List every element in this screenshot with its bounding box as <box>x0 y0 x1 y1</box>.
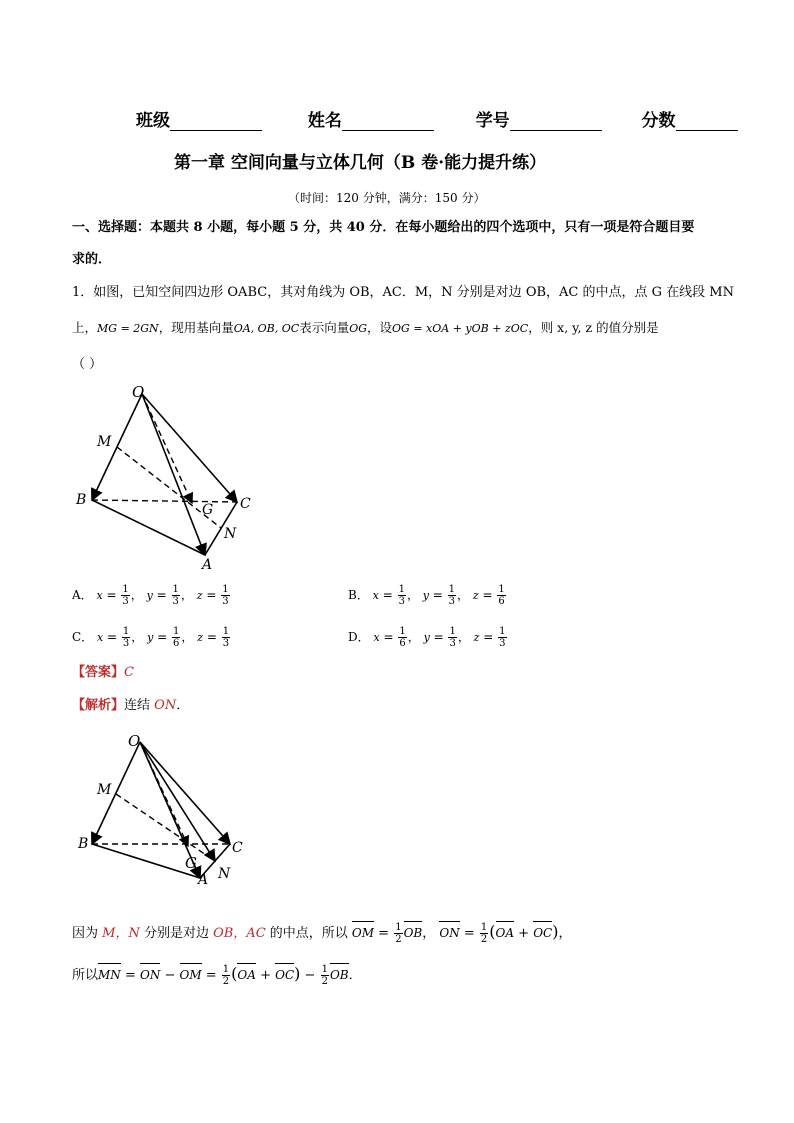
score-label: 分数 <box>641 111 676 131</box>
question-line-1: 1．如图，已知空间四边形 OABC，其对角线为 OB，AC．M，N 分别是对边 OB，AC 的中点，点 G 在线段 MN <box>72 285 734 300</box>
label-N: N <box>224 526 237 542</box>
class-blank <box>170 113 262 131</box>
label-O-2: O <box>128 732 141 750</box>
student-id-label: 学号 <box>475 111 510 131</box>
solution-line-2: 所以MN = ON − OM = $\frac{1}{2}$ (OA + OC) − $\frac{1}{2}$ OB． <box>72 964 362 987</box>
answer-line <box>72 663 134 683</box>
question-line-2: 上，MG = 2GN，现用基向量OA, OB, OC表示向量OG，设OG = xOA + yOB + zOC，则 x, y, z 的值分别是 <box>72 320 659 335</box>
page-title: 第一章 空间向量与立体几何（B 卷·能力提升练） <box>174 153 547 173</box>
student-info-header <box>136 106 738 131</box>
label-G-2: G <box>185 854 197 872</box>
answer-label: 【答案】 <box>72 665 125 680</box>
label-C: C <box>240 496 251 512</box>
option-b[interactable]: B． x = $\frac{1}{3}$ ， y = $\frac{1}{3}$ ， z = $\frac{1}{6}$ <box>348 584 505 607</box>
answer-paren: （ ） <box>72 357 103 372</box>
label-A: A <box>202 557 213 573</box>
score-blank <box>676 113 738 131</box>
label-O: O <box>132 383 145 401</box>
page-subtitle: （时间：120 分钟，满分：150 分） <box>288 191 486 205</box>
name-label: 姓名 <box>307 111 342 131</box>
target-vector: OG <box>349 322 368 335</box>
analysis-label: 【解析】 <box>72 698 125 713</box>
section-heading-cont: 求的． <box>72 252 112 267</box>
decomposition-expr: OG = xOA + yOB + zOC <box>392 322 529 335</box>
label-G: G <box>202 502 214 518</box>
answer-value: C <box>124 665 134 680</box>
basis-vectors: OA, OB, OC <box>233 322 300 335</box>
option-d[interactable]: D． x = $\frac{1}{6}$ ， y = $\frac{1}{3}$ ， z = $\frac{1}{3}$ <box>348 626 506 649</box>
name-blank <box>342 113 434 131</box>
label-B-2: B <box>78 836 89 852</box>
label-B: B <box>76 492 87 508</box>
student-id-blank <box>510 113 602 131</box>
label-N-2: N <box>218 866 231 882</box>
option-a[interactable]: A． x = $\frac{1}{3}$ ， y = $\frac{1}{3}$ ， z = $\frac{1}{3}$ <box>72 584 229 607</box>
analysis-line: 【解析】连结 ON． <box>72 698 190 713</box>
solution-line-1: 因为 M，N 分别是对边 OB，AC 的中点，所以 OM = $\frac{1}{2}$ OB， ON = $\frac{1}{2}$ (OA + OC)， <box>72 922 572 945</box>
tetrahedron-figure-2 <box>72 728 262 886</box>
option-c[interactable]: C． x = $\frac{1}{3}$ ， y = $\frac{1}{6}$ ， z = $\frac{1}{3}$ <box>72 626 230 649</box>
condition-expr: MG = 2GN <box>97 322 159 335</box>
label-M: M <box>97 434 112 450</box>
label-M-2: M <box>97 782 112 798</box>
label-C-2: C <box>232 840 243 856</box>
class-label: 班级 <box>136 111 170 131</box>
label-A-2: A <box>198 872 209 886</box>
section-heading: 一、选择题：本题共 8 小题，每小题 5 分，共 40 分．在每小题给出的四个选项中，只有一项是符合题目要 <box>72 220 695 235</box>
tetrahedron-figure-1 <box>72 380 272 575</box>
